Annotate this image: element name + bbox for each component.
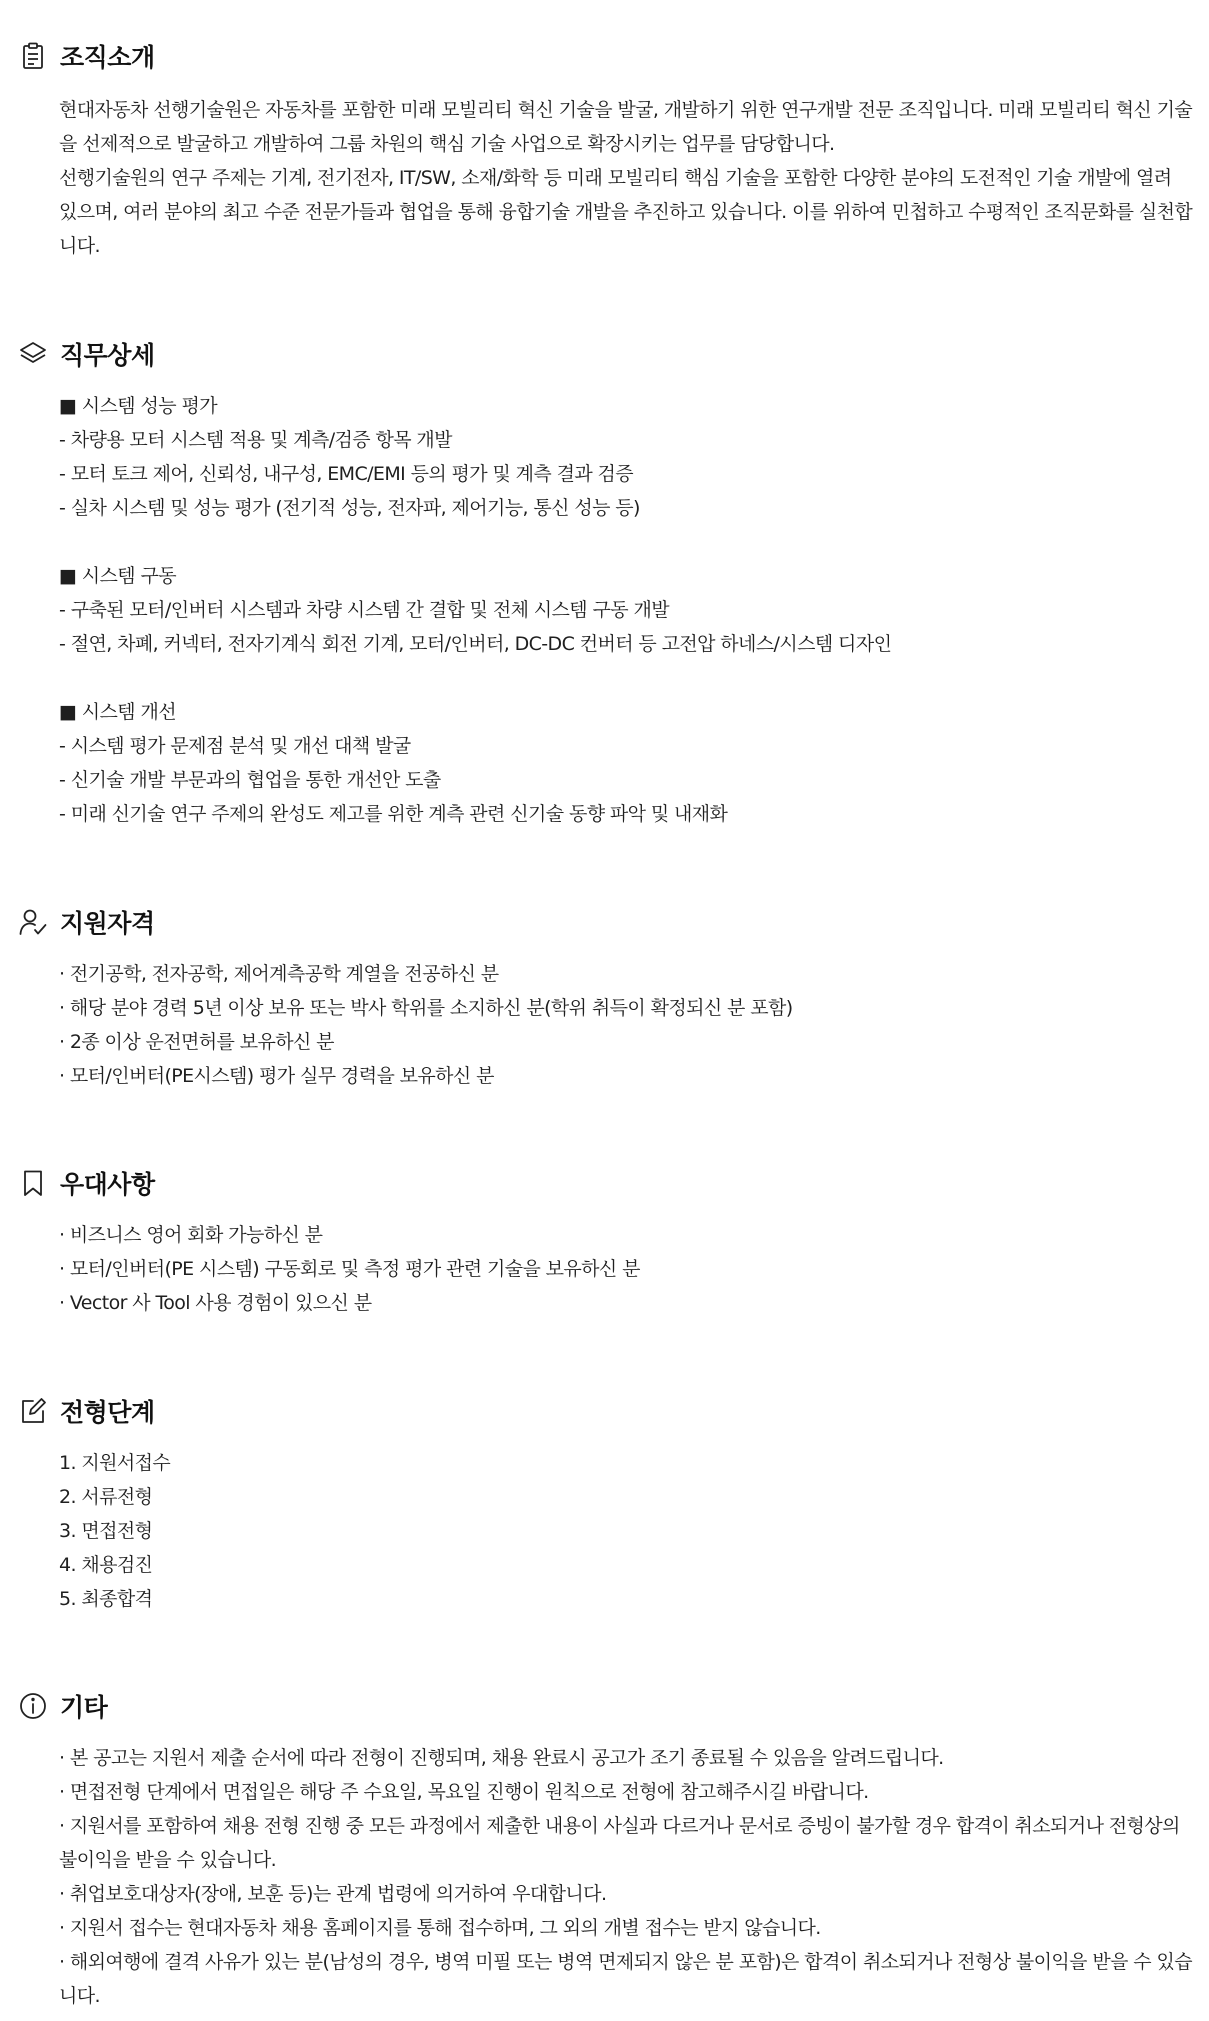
list-item: · 지원서 접수는 현대자동차 채용 홈페이지를 통해 접수하며, 그 외의 개별 접수는 받지 않습니다.: [59, 1917, 821, 1939]
list-item: - 신기술 개발 부문과의 협업을 통한 개선안 도출: [59, 769, 441, 791]
list-item: · 면접전형 단계에서 면접일은 해당 주 수요일, 목요일 진행이 원칙으로 전형에 참고해주시길 바랍니다.: [59, 1781, 869, 1803]
list-item: · 지원서를 포함하여 채용 전형 진행 중 모든 과정에서 제출한 내용이 사실과 다르거나 문서로 증빙이 불가할 경우 합격이 취소되거나 전형상의 불이익을 받을 수 있습니다.: [59, 1815, 1180, 1871]
list-item: - 미래 신기술 연구 주제의 완성도 제고를 위한 계측 관련 신기술 동향 파악 및 내재화: [59, 803, 728, 825]
list-item: · 해당 분야 경력 5년 이상 보유 또는 박사 학위를 소지하신 분(학위 취득이 확정되신 분 포함): [59, 997, 793, 1019]
list-item: - 구축된 모터/인버터 시스템과 차량 시스템 간 결합 및 전체 시스템 구동 개발: [59, 599, 669, 621]
list-item: · 모터/인버터(PE 시스템) 구동회로 및 측정 평가 관련 기술을 보유하신 분: [59, 1258, 640, 1280]
section-body: [59, 1741, 1194, 2013]
list-item: 4. 채용검진: [59, 1554, 153, 1576]
section-title: 지원자격: [60, 909, 155, 938]
group-heading: ■ 시스템 구동: [59, 565, 177, 587]
layers-icon: [18, 339, 48, 369]
edit-icon: [18, 1396, 48, 1426]
list-item: - 모터 토크 제어, 신뢰성, 내구성, EMC/EMI 등의 평가 및 계측 결과 검증: [59, 463, 634, 485]
list-item: - 실차 시스템 및 성능 평가 (전기적 성능, 전자파, 제어기능, 통신 성능 등): [59, 497, 640, 519]
list-item: · 비즈니스 영어 회화 가능하신 분: [59, 1224, 323, 1246]
group-heading: ■ 시스템 개선: [59, 701, 177, 723]
section-body: [59, 93, 1194, 263]
section-title: 조직소개: [60, 43, 155, 72]
section-title: 전형단계: [60, 1398, 155, 1427]
list-item: · Vector 사 Tool 사용 경험이 있으신 분: [59, 1292, 372, 1314]
paragraph: 선행기술원의 연구 주제는 기계, 전기전자, IT/SW, 소재/화학 등 미래 모빌리티 핵심 기술을 포함한 다양한 분야의 도전적인 기술 개발에 열려 있으며, 여러 분야의 최고 수준 전문가들과 협업을 통해 융합기술 개발을 추진하고 있습니다. 이를 위하여 민첩하고 수평적인 조직문화를 실천합니다.: [59, 167, 1193, 257]
list-item: 5. 최종합격: [59, 1588, 153, 1610]
section-header: [18, 904, 155, 940]
section-body: [59, 957, 1194, 1093]
list-item: · 해외여행에 결격 사유가 있는 분(남성의 경우, 병역 미필 또는 병역 면제되지 않은 분 포함)은 합격이 취소되거나 전형상 불이익을 받을 수 있습니다.: [59, 1951, 1192, 2007]
section-title: 우대사항: [60, 1170, 155, 1199]
list-item: 1. 지원서접수: [59, 1452, 171, 1474]
list-item: 3. 면접전형: [59, 1520, 153, 1542]
list-item: - 차량용 모터 시스템 적용 및 계측/검증 항목 개발: [59, 429, 452, 451]
list-item: · 2종 이상 운전면허를 보유하신 분: [59, 1031, 334, 1053]
bookmark-icon: [18, 1168, 48, 1198]
section-header: [18, 38, 155, 74]
paragraph: 현대자동차 선행기술원은 자동차를 포함한 미래 모빌리티 혁신 기술을 발굴, 개발하기 위한 연구개발 전문 조직입니다. 미래 모빌리티 혁신 기술을 선제적으로 발굴하고 개발하여 그룹 차원의 핵심 기술 사업으로 확장시키는 업무를 담당합니다.: [59, 99, 1193, 155]
list-item: 2. 서류전형: [59, 1486, 153, 1508]
section-header: [18, 1165, 155, 1201]
clipboard-icon: [18, 41, 48, 71]
section-title: 기타: [60, 1693, 108, 1722]
info-icon: [18, 1691, 48, 1721]
list-item: - 시스템 평가 문제점 분석 및 개선 대책 발굴: [59, 735, 411, 757]
section-body: [59, 1446, 1194, 1616]
section-header: [18, 336, 155, 372]
section-body: [59, 389, 1194, 831]
section-header: [18, 1393, 155, 1429]
list-item: · 취업보호대상자(장애, 보훈 등)는 관계 법령에 의거하여 우대합니다.: [59, 1883, 607, 1905]
list-item: · 모터/인버터(PE시스템) 평가 실무 경력을 보유하신 분: [59, 1065, 494, 1087]
list-item: - 절연, 차폐, 커넥터, 전자기계식 회전 기계, 모터/인버터, DC-DC 컨버터 등 고전압 하네스/시스템 디자인: [59, 633, 892, 655]
user-check-icon: [18, 907, 48, 937]
section-body: [59, 1218, 1194, 1320]
section-header: [18, 1688, 107, 1724]
group-heading: ■ 시스템 성능 평가: [59, 395, 217, 417]
list-item: · 본 공고는 지원서 제출 순서에 따라 전형이 진행되며, 채용 완료시 공고가 조기 종료될 수 있음을 알려드립니다.: [59, 1747, 944, 1769]
section-title: 직무상세: [60, 341, 155, 370]
list-item: · 전기공학, 전자공학, 제어계측공학 계열을 전공하신 분: [59, 963, 499, 985]
